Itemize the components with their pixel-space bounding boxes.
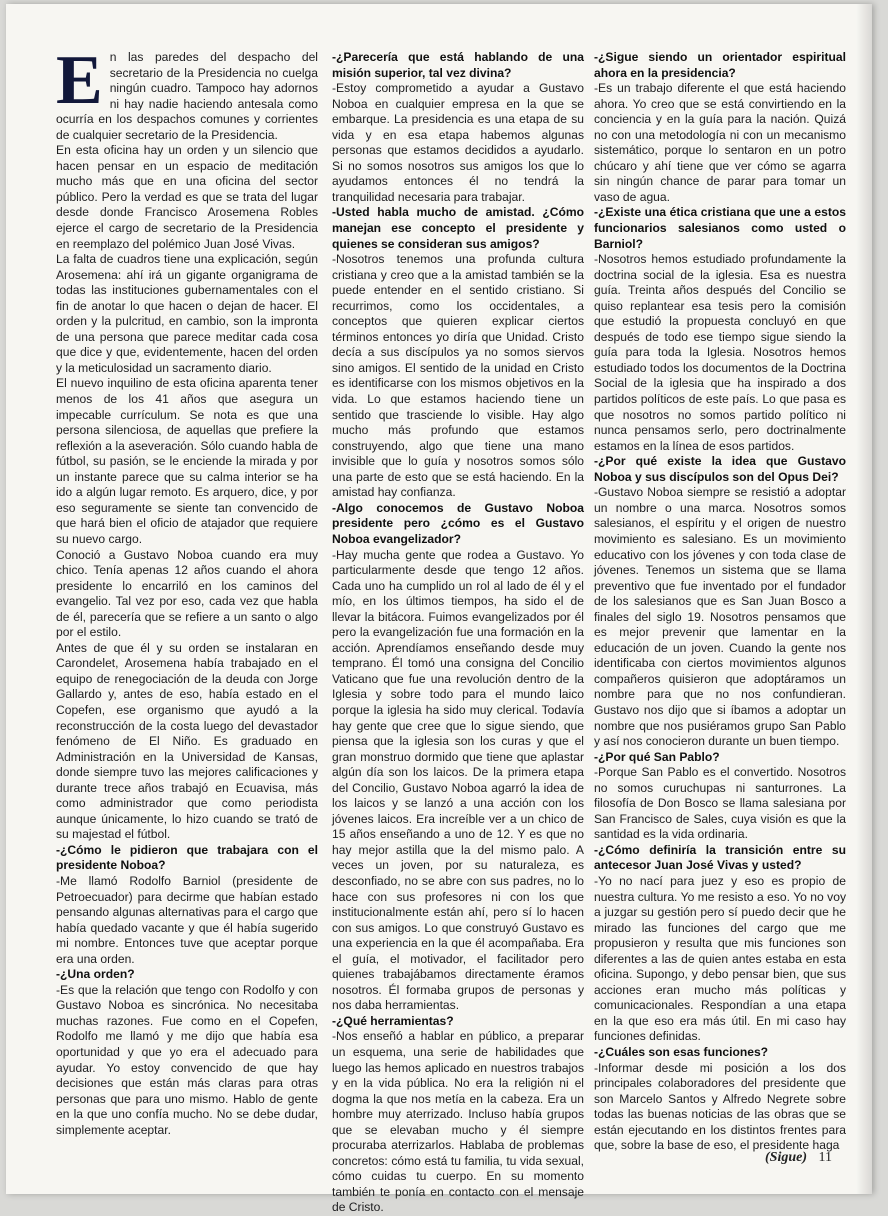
interview-question: -¿Cómo le pidieron que trabajara con el presidente Noboa? xyxy=(56,842,318,873)
interview-answer: -Nosotros tenemos una profunda cultura cristiana y creo que a la amistad también se la puede entender en el sentido cristiano. Si recurrimos, como los occidentales, a conceptos que quieren explicar ciertos términos entonces yo diría que Unidad. Cristo decía a sus discípulos ya no somos siervos sino amigos. El sentido de la unidad en Cristo es identificarse con los mismos objetivos en la vida. Lo que estamos haciendo tiene un sentido que trasciende lo visible. Hay algo mucho más profundo que estamos construyendo, algo que tiene una mano invisible que lo guía y nosotros somos sólo una parte de esto que se está haciendo. En la amistad hay confianza. xyxy=(332,252,584,500)
lead-paragraph: n las paredes del despacho del secretario de la Presidencia no cuelga ningún cuadro. Tampoco hay adornos ni hay nadie haciendo antesala como ocurría en los despachos comunes y corrientes de cualquier secretario de la Presidencia. xyxy=(56,50,318,142)
interview-question: -¿Cómo definiría la transición entre su antecesor Juan José Vivas y usted? xyxy=(594,842,846,873)
column-3 xyxy=(594,50,846,1154)
continues-label: (Sigue) xyxy=(765,1150,808,1165)
paragraph: Conoció a Gustavo Noboa cuando era muy chico. Tenía apenas 12 años cuando el ahora presidente lo encarriló en los caminos del evangelio. Tal vez por eso, cada vez que habla de él, parecería que se refiere a un santo o algo por el estilo. xyxy=(56,547,318,640)
interview-question: -¿Sigue siendo un orientador espiritual ahora en la presidencia? xyxy=(594,50,846,80)
interview-answer: -Me llamó Rodolfo Barniol (presidente de Petroecuador) para decirme que habían estado pensando algunas alternativas para el cargo que había quedado vacante y que él había sugerido mi nombre. Entonces tuve que aceptar porque era una orden. xyxy=(56,873,318,966)
interview-answer: -Es que la relación que tengo con Rodolfo y con Gustavo Noboa es sincrónica. No necesitaba muchas razones. Fue como en el Copefen, Rodolfo me llamó y me dijo que había esa oportunidad y que yo era el adecuado para ayudar. Yo estoy convencido de que hay decisiones que están más claras para otras personas que para uno mismo. Hablo de gente en la que uno confía mucho. No se debe dudar, simplemente aceptar. xyxy=(56,982,318,1137)
interview-question: -Algo conocemos de Gustavo Noboa presidente pero ¿cómo es el Gustavo Noboa evangelizador? xyxy=(332,500,584,546)
interview-question: -¿Existe una ética cristiana que une a estos funcionarios salesianos como usted o Barniol? xyxy=(594,205,846,251)
column-2 xyxy=(332,50,584,1216)
interview-answer: -Hay mucha gente que rodea a Gustavo. Yo particularmente desde que tengo 12 años. Cada uno ha cumplido un rol al lado de él y el mío, en los últimos tiempos, ha sido el de llevar la bitácora. Fuimos evangelizados por él pero la evangelización fue una formación en la acción. Aprendíamos enseñando desde muy temprano. Él tomó una consigna del Concilio Vaticano que fue una revolución dentro de la Iglesia y sobre todo para el mundo laico porque la iglesia ha sido muy clerical. Todavía hay gente que cree que lo sigue siendo, que piensa que la iglesia son los curas y que el gran monstruo dormido que tiene que aplastar algún día son los laicos. De la primera etapa del Concilio, Gustavo Noboa agarró la idea de los laicos y se lanzó a una acción con los jóvenes laicos. Era increíble ver a un chico de 15 años enseñando a uno de 12. Y es que no hay mejor astilla que la del mismo palo. A veces un joven, por su naturaleza, es desconfiado, no se abre con sus padres, no lo hace con sus profesores ni con los que institucionalmente están ahí, pero sí lo hacen con sus amigos. Lo que construyó Gustavo es una experiencia en la que él acompañaba. Era el guía, el motivador, el facilitador pero quienes trabajábamos directamente éramos nosotros. Él formaba grupos de personas y nos daba herramientas. xyxy=(332,547,584,1013)
interview-answer: -Porque San Pablo es el convertido. Nosotros no somos curuchupas ni santurrones. La filosofía de Don Bosco se llama salesiana por San Francisco de Sales, cuya visión es que la santidad es la vida ordinaria. xyxy=(594,765,846,842)
interview-question: -¿Una orden? xyxy=(56,967,135,982)
interview-question: -¿Por qué existe la idea que Gustavo Noboa y sus discípulos son del Opus Dei? xyxy=(594,454,846,484)
drop-cap: E xyxy=(56,42,103,119)
paragraph: La falta de cuadros tiene una explicación, según Arosemena: ahí irá un gigante organigrama de todas las instituciones gubernamentales con el fin de anotar lo que hacen o dejan de hacer. El orden y la pulcritud, en cambio, son la impronta de una persona que parece meditar cada cosa que dice y que, evidentemente, hacen del orden y la meticulosidad un sacramento diario. xyxy=(56,252,318,375)
interview-answer: -Nosotros hemos estudiado profundamente la doctrina social de la iglesia. Esa es nuestra guía. Treinta años después del Concilio se quiso replantear esa tesis pero la comisión que estudió la propuesta concluyó en que después de todo ese tiempo sigue siendo la guía para toda la Iglesia. Nosotros hemos estudiado todos los documentos de la Doctrina Social de la iglesia que ha inspirado a dos partidos políticos de este país. Lo que pasa es que nosotros no somos partido político ni nunca pensamos serlo, pero doctrinalmente estamos en la línea de esos partidos. xyxy=(594,252,846,453)
paragraph: En esta oficina hay un orden y un silencio que hacen pensar en un espacio de meditación mucho más que en una oficina del sector público. Pero la verdad es que se trata del lugar desde donde Francisco Arosemena Robles ejerce el cargo de secretario de la Presidencia en reemplazo del polémico Juan José Vivas. xyxy=(56,143,318,251)
interview-question: -¿Cuáles son esas funciones? xyxy=(594,1045,769,1059)
interview-answer: -Informar desde mi posición a los dos principales colaboradores del presidente que son Marcelo Santos y Alfredo Negrete sobre todas las buenas noticias de las obras que se están ejecutando en los distintos frentes para que, sobre la base de eso, el presidente haga xyxy=(594,1060,846,1153)
interview-question: -¿Por qué San Pablo? xyxy=(594,749,720,764)
interview-question: -¿Qué herramientas? xyxy=(332,1013,454,1028)
interview-answer: -Nos enseñó a hablar en público, a preparar un esquema, una serie de habilidades que luego las hemos aplicado en nuestros trabajos y en la vida pública. No era la religión ni el dogma la que nos metía en la cabeza. Era un hombre muy aterrizado. Incluso había grupos que se elevaban mucho y él siempre procuraba aterrizarlos. Hablaba de problemas concretos: cómo está tu familia, tu vida sexual, cómo cuidas tu cuerpo. En su momento también te ponía en contacto con el mensaje de Cristo. xyxy=(332,1029,584,1215)
page-footer xyxy=(765,1150,832,1166)
paragraph: Antes de que él y su orden se instalaran en Carondelet, Arosemena había trabajado en el equipo de renegociación de la deuda con Jorge Gallardo y, antes de eso, había estado en el Copefen, ese organismo que ayudó a la reconstrucción de la costa luego del devastador fenómeno de El Niño. Es graduado en Administración en la Universidad de Kansas, donde siempre tuvo las mejores calificaciones y durante trece años trabajó en Ecuavisa, más como administrador que como periodista aunque únicamente, lo hizo cuando se trató de su majestad el fútbol. xyxy=(56,640,318,842)
column-1 xyxy=(56,42,318,1138)
interview-answer: -Gustavo Noboa siempre se resistió a adoptar un nombre o una marca. Nosotros somos salesianos, el espíritu y el origen de nuestro movimiento es salesiano. Es un movimiento educativo con los jóvenes y con toda clase de jóvenes. Tenemos un sistema que se llama preventivo que fue inventado por el fundador de los salesianos que es San Juan Bosco a finales del siglo 19. Nosotros pensamos que es mejor prevenir que lamentar en la educación de un joven. Cuando la gente nos identificaba con ciertos movimientos algunos compañeros quisieron que adoptáramos un nombre para que no nos confundieran. Gustavo nos dijo que si íbamos a adoptar un nombre que nos pusiéramos grupo San Pablo y así nos conocieron durante un buen tiempo. xyxy=(594,485,846,749)
interview-question: -Usted habla mucho de amistad. ¿Cómo manejan ese concepto el presidente y quienes se consideran sus amigos? xyxy=(332,205,584,251)
interview-answer: -Es un trabajo diferente el que está haciendo ahora. Yo creo que se está convirtiendo en la conciencia y en la guía para la nación. Quizá no con una metodología ni con un mecanismo sistemático, porque lo sentaron en un potro chúcaro y ahí tiene que ver cómo se agarra sin ningún chance de parar para tomar un vaso de agua. xyxy=(594,81,846,204)
magazine-page xyxy=(6,4,872,1215)
page-number: 11 xyxy=(818,1150,832,1165)
paragraph: El nuevo inquilino de esta oficina aparenta tener menos de los 41 años que asegura un impecable currículum. Se nota es que una persona silenciosa, de aquellas que prefiere la reflexión a la aseveración. Sólo cuando habla de fútbol, su pasión, se le enciende la mirada y por un instante parece que su calma interior se ha ido a algún lugar remoto. Es arquero, dice, y por eso seguramente se siente tan convencido de que hará bien el oficio de atajador que requiere su nuevo cargo. xyxy=(56,376,318,546)
interview-question: -¿Parecería que está hablando de una misión superior, tal vez divina? xyxy=(332,50,584,80)
interview-answer: -Estoy comprometido a ayudar a Gustavo Noboa en cualquier empresa en la que se embarque. La presidencia es una etapa de su vida y en esa etapa habemos algunas personas que estamos decididos a ayudarlo. Si no somos nosotros sus amigos los que lo ayudamos entonces él no tendrá la tranquilidad necesaria para trabajar. xyxy=(332,81,584,204)
interview-answer: -Yo no nací para juez y eso es propio de nuestra cultura. Yo me resisto a eso. Yo no voy a juzgar su gestión pero sí puedo decir que he mirado las funciones del cargo que me propusieron y resulta que mis funciones son diferentes a las de quien antes estaba en esta oficina. Supongo, y debo pensar bien, que sus acciones eran mucho más políticas y comunicacionales. Respondían a una etapa en la que eso era más útil. En mi caso hay funciones definidas. xyxy=(594,873,846,1044)
